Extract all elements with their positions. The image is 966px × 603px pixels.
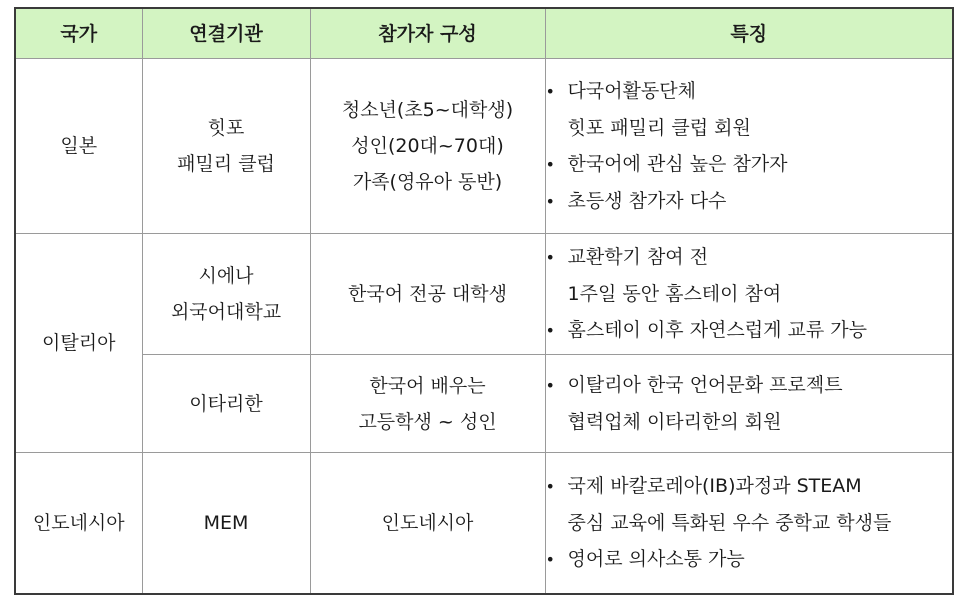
feature-item-continued: 1주일 동안 홈스테이 참여 <box>567 283 782 305</box>
table-row-italy-italihan <box>15 355 953 453</box>
table-row-indonesia <box>15 453 953 594</box>
org-cell <box>142 453 310 594</box>
feature-item: • 다국어활동단체 <box>546 73 953 110</box>
participant-line: 청소년(초5~대학생) <box>341 99 514 121</box>
org-line: MEM <box>203 511 249 534</box>
header-row <box>15 8 953 59</box>
participants-cell <box>310 453 545 594</box>
org-line: 패밀리 클럽 <box>177 153 275 175</box>
feature-item: • 국제 바칼로레아(IB)과정과 STEAM <box>546 468 953 505</box>
feature-item: • 초등생 참가자 다수 <box>546 183 953 220</box>
feature-item-continued: 협력업체 이타리한의 회원 <box>567 411 782 433</box>
org-line: 시에나 <box>198 265 254 287</box>
feature-item-continued: 힛포 패밀리 클럽 회원 <box>567 116 751 139</box>
org-cell <box>142 355 310 453</box>
table-row-japan <box>15 59 953 234</box>
header-participants: 참가자 구성 <box>310 8 545 59</box>
features-cell <box>545 59 953 234</box>
table-row-italy-siena <box>15 234 953 355</box>
org-line: 이타리한 <box>189 392 263 415</box>
participant-line: 인도네시아 <box>381 511 474 534</box>
country-cell: 인도네시아 <box>15 453 142 594</box>
feature-item: • 교환학기 참여 전 <box>546 239 953 276</box>
participant-line: 한국어 배우는 <box>369 374 486 397</box>
header-organization: 연결기관 <box>142 8 310 59</box>
features-cell <box>545 234 953 355</box>
features-cell <box>545 355 953 453</box>
participant-line: 한국어 전공 대학생 <box>348 283 507 305</box>
feature-item-continued: 중심 교육에 특화된 우수 중학교 학생들 <box>567 511 892 534</box>
participants-cell <box>310 355 545 453</box>
org-line: 외국어대학교 <box>170 301 282 323</box>
feature-item: • 이탈리아 한국 언어문화 프로젝트 <box>546 367 953 404</box>
header-country: 국가 <box>15 8 142 59</box>
participant-line: 가족(영유아 동반) <box>352 171 503 193</box>
org-line: 힛포 <box>207 117 245 139</box>
country-cell: 일본 <box>15 59 142 234</box>
features-cell <box>545 453 953 594</box>
participant-line: 성인(20대~70대) <box>351 135 504 157</box>
feature-item: • 영어로 의사소통 가능 <box>546 541 953 578</box>
participants-cell <box>310 234 545 355</box>
country-cell: 이탈리아 <box>15 234 142 453</box>
feature-item: • 한국어에 관심 높은 참가자 <box>546 146 953 183</box>
exchange-program-table <box>14 7 954 595</box>
org-cell <box>142 234 310 355</box>
participant-line: 고등학생 ~ 성인 <box>358 410 497 433</box>
org-cell <box>142 59 310 234</box>
feature-item: • 홈스테이 이후 자연스럽게 교류 가능 <box>546 312 953 349</box>
header-features: 특징 <box>545 8 953 59</box>
participants-cell <box>310 59 545 234</box>
